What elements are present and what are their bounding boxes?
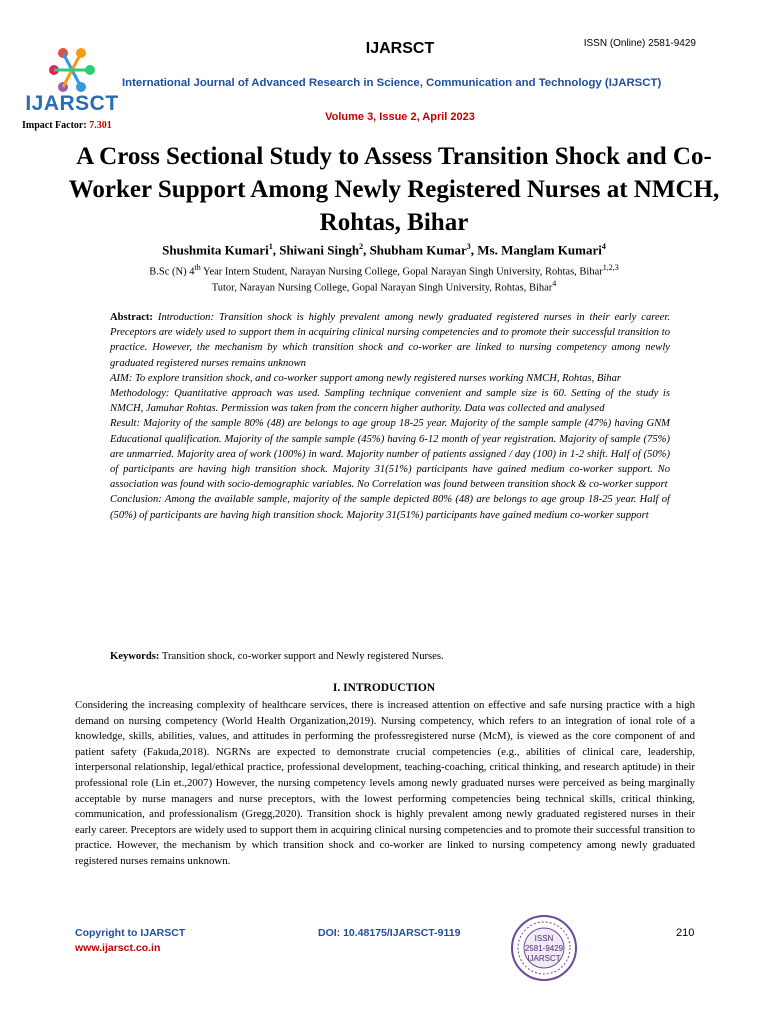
author-1: Shushmita Kumari [162, 242, 269, 258]
impact-label: Impact Factor: [22, 120, 87, 131]
section-heading-introduction: I. INTRODUCTION [332, 682, 436, 694]
logo-wordmark: IJARSCT [25, 92, 119, 115]
page-number: 210 [676, 927, 695, 939]
paper-title: A Cross Sectional Study to Assess Transition Shock and Co- Worker Support Among Newly Registered Nurses at NMCH, Rohtas, Bihar [68, 143, 720, 236]
abstract-intro: Abstract: Introduction: Transition shock is highly prevalent among newly graduated registered nurses in their early career. Preceptors are widely used to support them in acquiring clinical nursing competencies and to promote their successful transition to practice. However, the mechanism by which transition shock and co-worker are linked to nursing competency among newly graduated registered nurses remains unknown [110, 312, 670, 369]
seal-line-3: IJARSCT [527, 954, 561, 963]
abstract [110, 310, 670, 523]
affiliation-2: Tutor, Narayan Nursing College, Gopal Narayan Singh University, Rohtas, Bihar$^4$ [211, 279, 557, 294]
affiliation-1: B.Sc (N) 4th Year Intern Student, Narayan Nursing College, Gopal Narayan Singh University, Rohtas, Bihar$^{1,2,3}$ [149, 263, 619, 278]
keywords-label: Keywords: [110, 651, 160, 662]
abstract-label: Abstract: [110, 312, 153, 323]
abstract-result: Result: Majority of the sample 80% (48) are belongs to age group 18-25 year. Majority of the sample sample (47%) having GNM Educational qualification. Majority of the sample sample (45%) having 6-12 month of year registration. Majority of sample (75%) are unmarried. Majority area of work (100%) in ward. Majority number of patients assigned / day (100) in 1-2 shift. Half of (50%) of participants are having high transition shock. Majority 31(51%) participants have gained medium co-worker support. No association was found with socio-demographic variables. No Correlation was found between transition shock & co-worker support [110, 418, 670, 491]
seal-line-2: 2581-9429 [524, 944, 564, 953]
keywords [110, 651, 670, 662]
introduction-paragraph: Considering the increasing complexity of healthcare services, there is increased attention on effective and safe nursing practice with a high demand on nursing competency (World Health Organization,2019). Nursing competency, which refers to an integration of ional role of a knowledge, skills, abilities, values, and attitudes in performing the professregistered nurse (McM), is viewed as the core component of and patient safety (Fakuda,2018). NGRNs are expected to demonstrate crucial competencies (e.g., abilities of clinical care, leadership, interpersonal relationship, legal/ethical practice, professional development, teaching-coaching, critical thinking, and research aptitude) in their professional role (Lin et.,2007) However, the nursing competency levels among newly graduated nurses were perceived as being marginally acceptable by nurse managers and nurse preceptors, with the lowest performing competencies being technical skills, critical thinking, communication, and professionalism (Gregg,2020). Transition shock is highly prevalent among newly graduated registered nurses in their early career. Preceptors are widely used to support them in acquiring clinical nursing competencies and to promote their successful transition to practice. However, the mechanism by which transition shock and co-worker are linked to nursing competency among newly graduated registered nurses remains unknown. [75, 699, 695, 867]
abstract-methodology: Methodology: Quantitative approach was used. Sampling technique convenient and sample size is 60. Setting of the study is NMCH, Jamuhar Rohtas. Permission was taken from the concern higher authority. Data was collected and analysed [110, 388, 670, 415]
footer-doi: DOI: 10.48175/IJARSCT-9119 [318, 927, 461, 939]
abstract-conclusion: Conclusion: Among the available sample, majority of the sample depicted 80% (48) are belongs to age group 18-25 year. Half of (50%) of participants are having high transition shock. Majority 31(51%) participants have gained medium co-worker support [110, 494, 670, 521]
author-3: Shubham Kumar [369, 242, 467, 258]
seal-line-1: ISSN [534, 934, 554, 943]
volume-issue: Volume 3, Issue 2, April 2023 [325, 111, 475, 123]
journal-full-name: International Journal of Advanced Research in Science, Communication and Technology (IJARSCT) [122, 77, 662, 89]
footer-website-link[interactable]: www.ijarsct.co.in [75, 942, 161, 954]
journal-abbreviation: IJARSCT [365, 40, 435, 57]
issn-top: ISSN (Online) 2581-9429 [583, 38, 696, 49]
author-4: Ms. Manglam Kumari [477, 242, 602, 258]
author-list: Shushmita Kumari$^1$, Shiwani Singh$^2$, Shubham Kumar$^3$, Ms. Manglam Kumari$^4$ [162, 242, 606, 258]
abstract-aim: AIM: To explore transition shock, and co-worker support among newly registered nurses working NMCH, Rohtas, Bihar [110, 372, 622, 384]
impact-value: 7.301 [89, 120, 112, 131]
author-2: Shiwani Singh [279, 242, 360, 258]
keywords-text: Transition shock, co-worker support and Newly registered Nurses. [159, 651, 444, 662]
footer-copyright: Copyright to IJARSCT [75, 927, 186, 939]
